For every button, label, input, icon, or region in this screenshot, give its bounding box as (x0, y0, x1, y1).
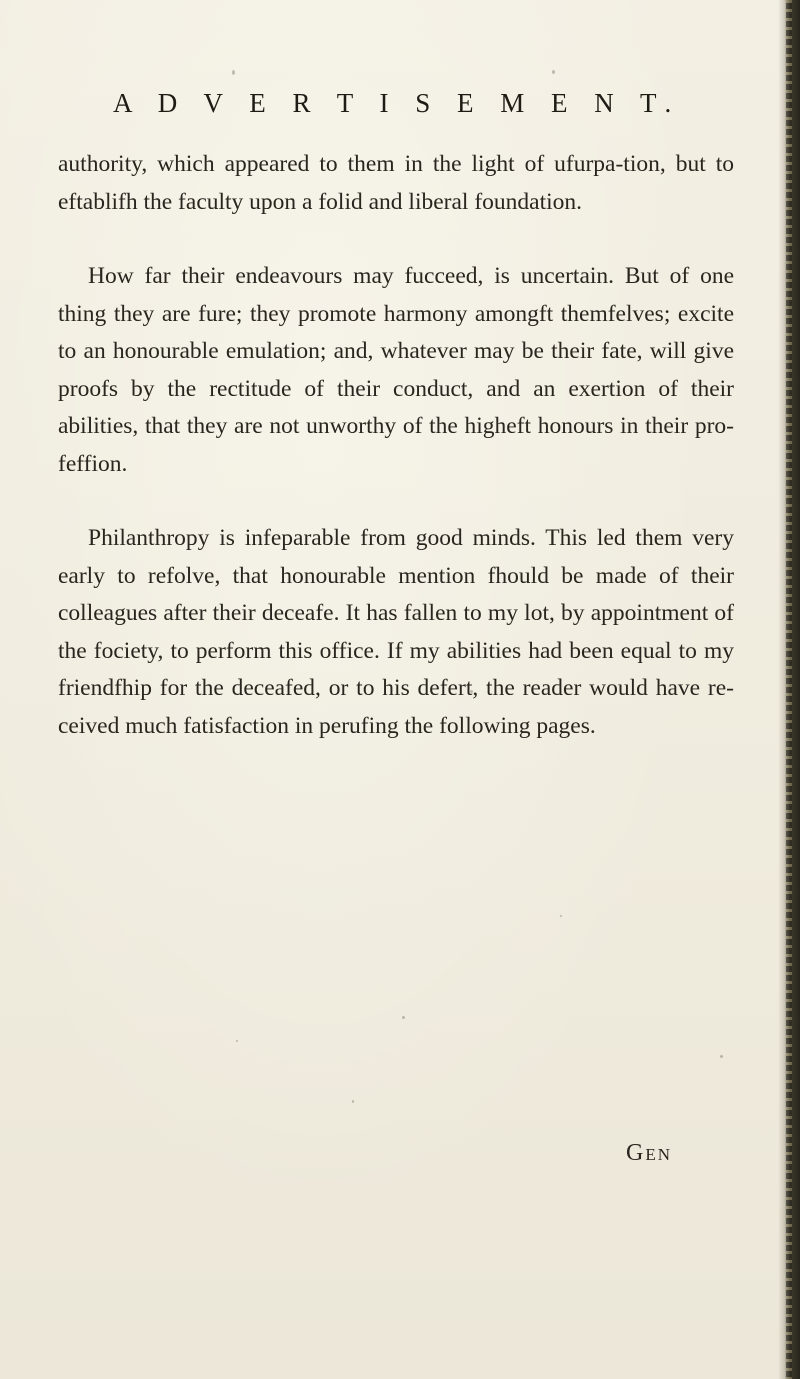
paper-speck (236, 1040, 238, 1042)
paper-speck (402, 1016, 405, 1019)
paper-speck (470, 690, 473, 693)
paper-speck (720, 1055, 723, 1058)
body-text (58, 146, 734, 782)
paragraph-2: How far their endeavours may fucceed, is uncertain. But of one thing they are fure; they promote harmony amongft themfelves; excite to an honourable emulation; and, whatever may be their fate, will give proofs by the rectitude of their conduct, and an exertion of their abilities, that they are not unworthy of the higheft honours in their pro-feffion. (58, 263, 734, 477)
paper-speck (232, 70, 235, 75)
paragraph-3: Philanthropy is infeparable from good minds. This led them very early to refolve, that honourable mention fhould be made of their colleagues after their deceafe. It has fallen to my lot, by appointment of the fociety, to perform this office. If my abilities had been equal to my friendfhip for the deceafed, or to his defert, the reader would have re-ceived much fatisfaction in perufing the following pages. (58, 525, 734, 739)
paper-speck (552, 70, 555, 74)
running-head: A D V E R T I S E M E N T. (113, 88, 682, 118)
paragraph-1: authority, which appeared to them in the light of ufurpa-tion, but to eftablifh the faculty upon a folid and liberal foundation. (58, 151, 734, 215)
book-spine-edge (778, 0, 800, 1379)
paper-speck (560, 915, 562, 917)
catchword: Gen (626, 1140, 672, 1166)
paper-speck (352, 1100, 354, 1103)
